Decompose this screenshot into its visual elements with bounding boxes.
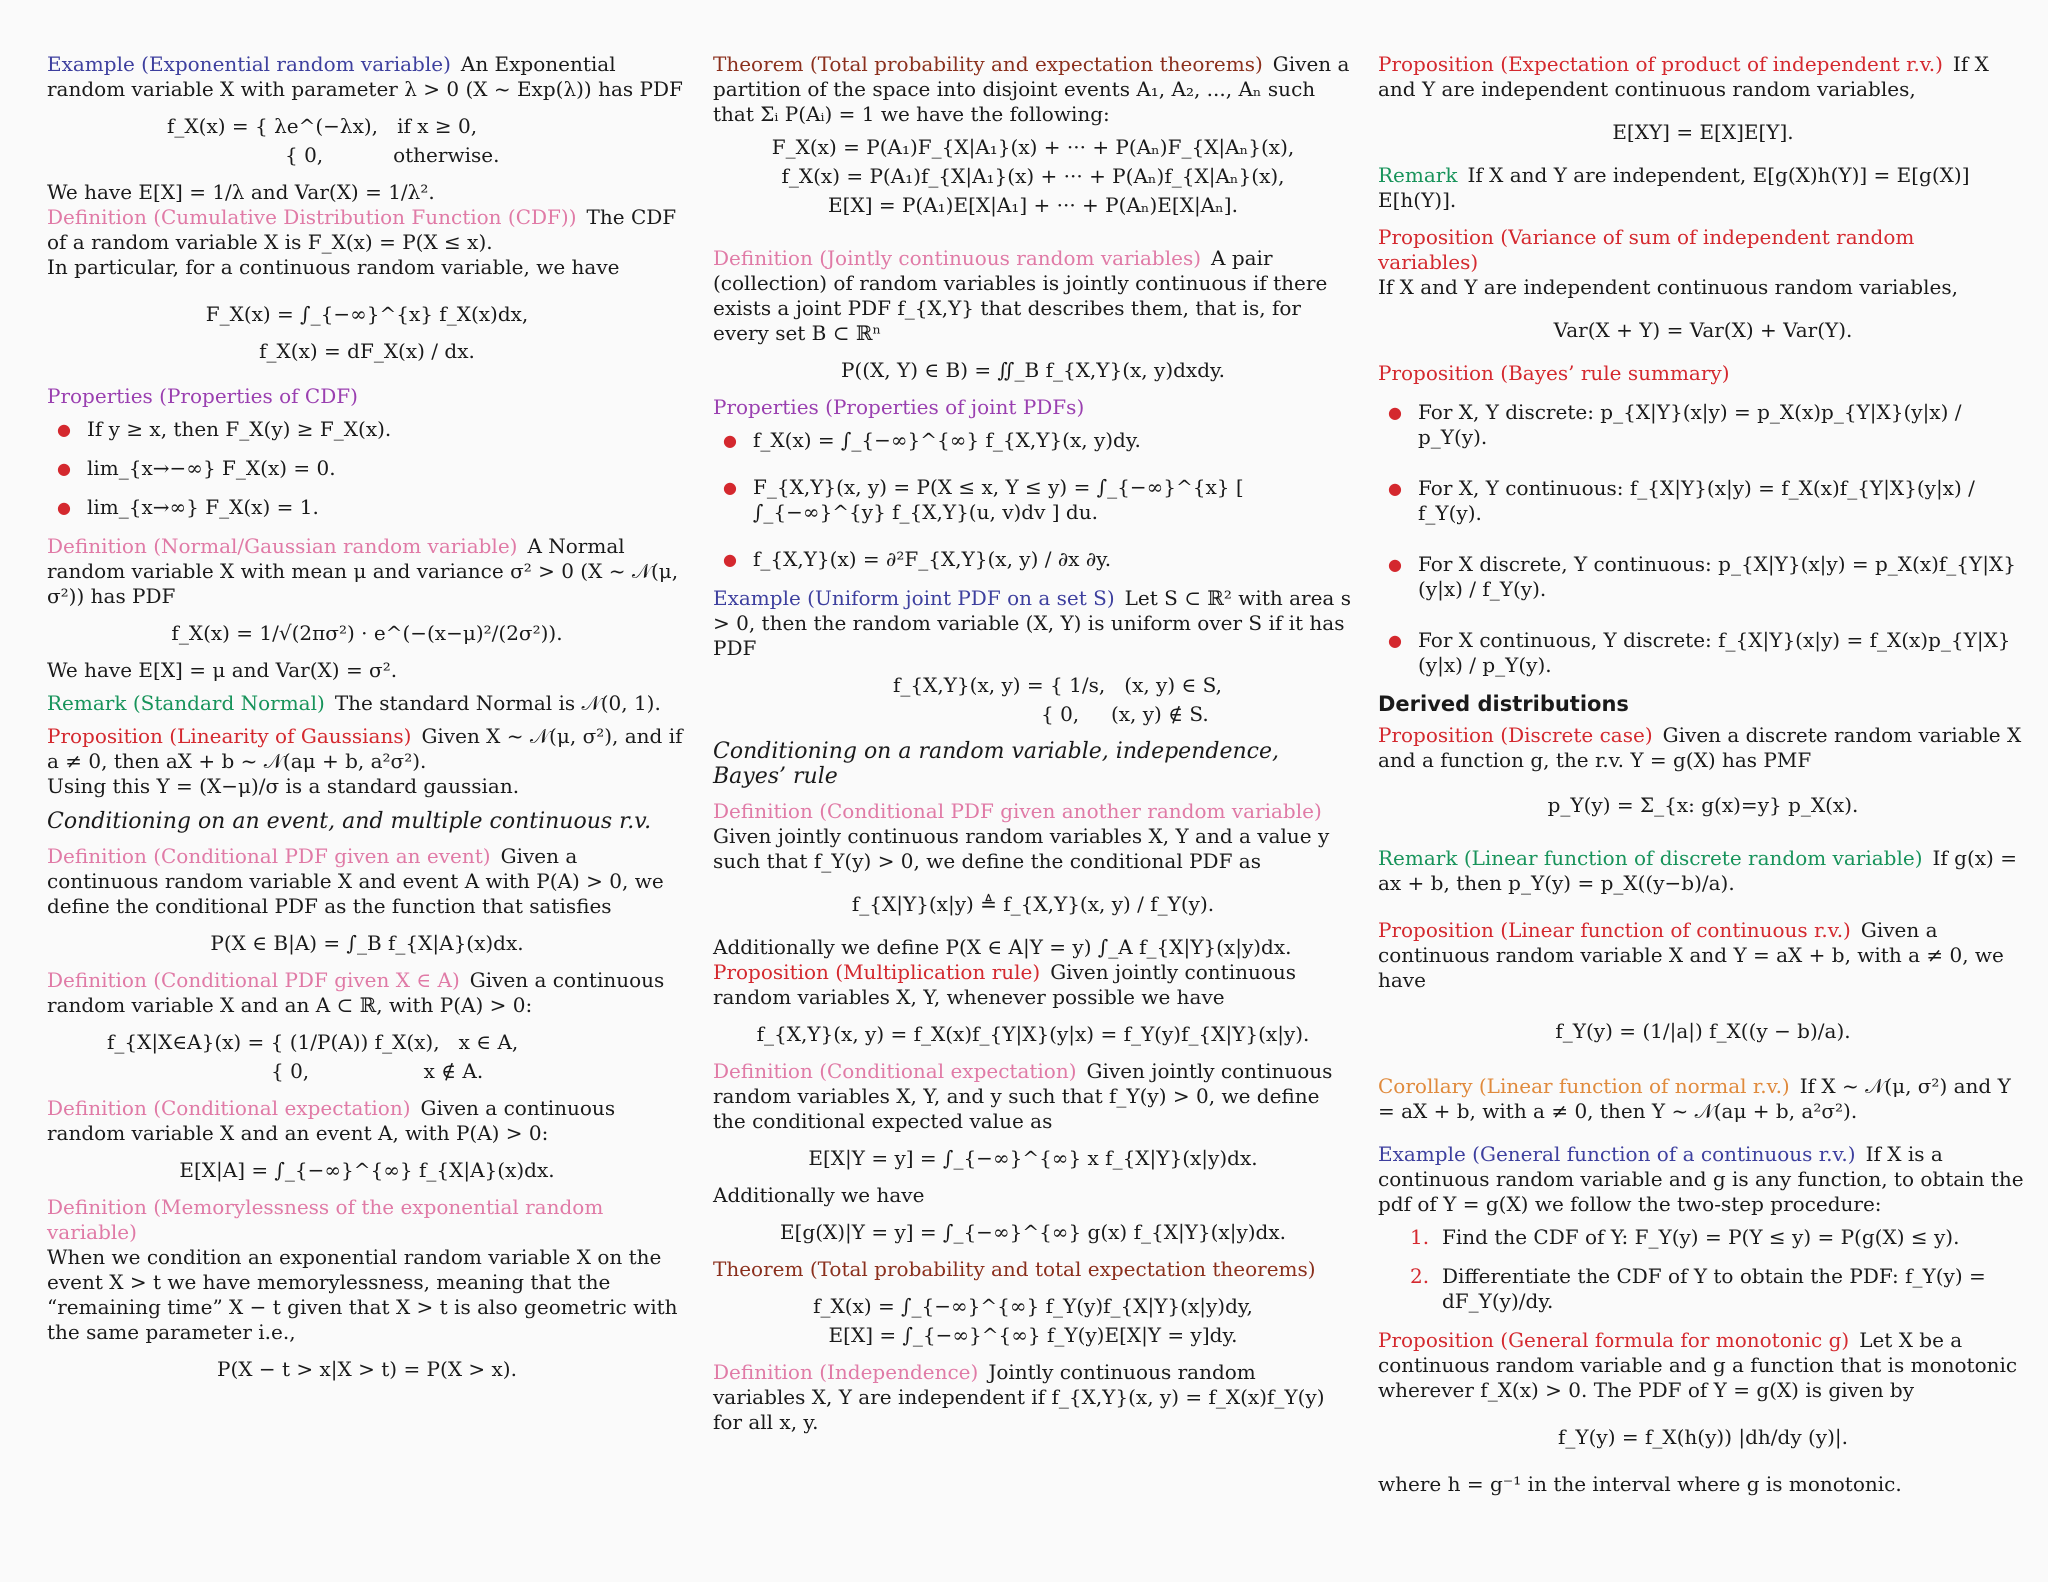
list-item: ● For X, Y continuous: f_{X|Y}(x|y) = f_X(x)f_{Y|X}(y|x) / f_Y(y). xyxy=(1418,476,2028,526)
block-heading: Remark (Linear function of discrete random variable) xyxy=(1378,846,1923,870)
block-heading: Proposition (Bayes’ rule summary) xyxy=(1378,361,1730,385)
property-list xyxy=(713,428,1353,572)
block-text: Let X be a continuous random variable and g a function that is monotonic wherever f_X(x) > 0. The PDF of Y = g(X) is given by xyxy=(1378,1328,2018,1402)
list-item: ● For X, Y discrete: p_{X|Y}(x|y) = p_X(x)p_{Y|X}(y|x) / p_Y(y). xyxy=(1418,400,2028,450)
general-function-example xyxy=(1378,1142,2028,1314)
step-text: Differentiate the CDF of Y to obtain the PDF: f_Y(y) = dF_Y(y)/dy. xyxy=(1442,1264,1986,1313)
block-text: Given jointly continuous random variables X, Y and a value y such that f_Y(y) > 0, we define the conditional PDF as xyxy=(713,824,1330,873)
variance-of-sum xyxy=(1378,225,2028,343)
list-item: ● f_X(x) = ∫_{−∞}^{∞} f_{X,Y}(x, y)dy. xyxy=(753,428,1353,453)
block-text: Additionally we have xyxy=(713,1183,925,1207)
block-text: We have E[X] = μ and Var(X) = σ². xyxy=(47,658,398,682)
block-text: An Exponential random variable X with parameter λ > 0 (X ~ Exp(λ)) has PDF xyxy=(47,52,683,101)
list-item: ● lim_{x→∞} F_X(x) = 1. xyxy=(87,495,687,520)
block-heading: Definition (Conditional PDF given X ∈ A) xyxy=(47,968,460,992)
formula: E[X|A] = ∫_{−∞}^{∞} f_{X|A}(x)dx. xyxy=(179,1158,555,1182)
discrete-case xyxy=(1378,723,2028,818)
formula: E[XY] = E[X]E[Y]. xyxy=(1612,120,1794,144)
property-list xyxy=(47,417,687,520)
independence-definition xyxy=(713,1360,1353,1435)
section-heading: Conditioning on an event, and multiple continuous r.v. xyxy=(47,809,652,834)
standard-normal-remark xyxy=(47,691,687,716)
formula: F_X(x) = P(A₁)F_{X|A₁}(x) + ··· + P(Aₙ)F_{X|Aₙ}(x), xyxy=(771,135,1295,159)
block-heading: Example (General function of a continuous r.v.) xyxy=(1378,1142,1856,1166)
formula: f_{X|X∈A}(x) = { (1/P(A)) f_X(x), x ∈ A, xyxy=(107,1030,519,1054)
block-heading: Definition (Cumulative Distribution Function (CDF)) xyxy=(47,205,577,229)
cdf-properties xyxy=(47,384,687,520)
formula: Var(X + Y) = Var(X) + Var(Y). xyxy=(1553,318,1853,342)
total-probability-theorem xyxy=(713,52,1353,218)
conditional-pdf-rv xyxy=(713,799,1353,960)
block-text: If X is a continuous random variable and g is any function, to obtain the pdf of Y = g(X) we follow the two-step procedure: xyxy=(1378,1142,2024,1216)
conditional-pdf-x-in-a xyxy=(47,968,687,1084)
linear-continuous xyxy=(1378,918,2028,1044)
formula: f_X(x) = 1/√(2πσ²) · e^(−(x−μ)²/(2σ²)). xyxy=(171,621,563,645)
multiplication-rule xyxy=(713,960,1353,1047)
formula: F_X(x) = ∫_{−∞}^{x} f_X(x)dx, xyxy=(205,302,529,326)
linear-discrete-remark xyxy=(1378,846,2028,896)
formula: f_{X|Y}(x|y) ≜ f_{X,Y}(x, y) / f_Y(y). xyxy=(851,892,1215,916)
memorylessness-definition xyxy=(47,1195,687,1382)
block-heading: Properties (Properties of CDF) xyxy=(47,384,358,408)
column-1 xyxy=(47,52,687,1394)
step-number: 2. xyxy=(1410,1264,1430,1288)
column-2 xyxy=(713,52,1353,1435)
block-text: Given a discrete random variable X and a function g, the r.v. Y = g(X) has PMF xyxy=(1378,723,2022,772)
cdf-definition xyxy=(47,205,687,364)
block-heading: Theorem (Total probability and expectation theorems) xyxy=(713,52,1263,76)
linear-normal-corollary xyxy=(1378,1074,2028,1124)
jointly-continuous-definition xyxy=(713,246,1353,383)
list-item: ● For X discrete, Y continuous: p_{X|Y}(x|y) = p_X(x)f_{Y|X}(y|x) / f_Y(y). xyxy=(1418,552,2028,602)
formula: f_X(x) = dF_X(x) / dx. xyxy=(259,339,475,363)
block-heading: Definition (Jointly continuous random variables) xyxy=(713,246,1202,270)
monotonic-formula xyxy=(1378,1328,2028,1497)
formula: P(X ∈ B|A) = ∫_B f_{X|A}(x)dx. xyxy=(210,931,524,955)
block-text: If X and Y are independent, E[g(X)h(Y)] = E[g(X)] E[h(Y)]. xyxy=(1378,163,1970,212)
list-item: ● f_{X,Y}(x) = ∂²F_{X,Y}(x, y) / ∂x ∂y. xyxy=(753,547,1353,572)
block-text: Given a continuous random variable X and an A ⊂ ℝ, with P(A) > 0: xyxy=(47,968,665,1017)
conditional-expectation-event xyxy=(47,1096,687,1183)
formula: f_X(x) = P(A₁)f_{X|A₁}(x) + ··· + P(Aₙ)f_{X|Aₙ}(x), xyxy=(781,164,1285,188)
block-text: Given a continuous random variable X and event A with P(A) > 0, we define the conditional PDF as the function that satisfies xyxy=(47,844,664,918)
block-heading: Proposition (Discrete case) xyxy=(1378,723,1653,747)
conditional-expectation-rv xyxy=(713,1059,1353,1245)
normal-definition xyxy=(47,534,687,683)
exponential-example xyxy=(47,52,687,205)
block-text: Jointly continuous random variables X, Y are independent if f_{X,Y}(x, y) = f_X(x)f_Y(y) for all x, y. xyxy=(713,1360,1325,1434)
column-3 xyxy=(1378,52,2028,1497)
block-text: A Normal random variable X with mean μ and variance σ² > 0 (X ~ 𝒩(μ, σ²)) has PDF xyxy=(47,534,679,608)
block-text: If g(x) = ax + b, then p_Y(y) = p_X((y−b)/a). xyxy=(1378,846,2017,895)
list-item xyxy=(1410,1225,2028,1250)
joint-pdf-properties xyxy=(713,395,1353,572)
formula: f_X(x) = { λe^(−λx), if x ≥ 0, xyxy=(167,114,478,138)
bayes-list xyxy=(1378,400,2028,678)
block-text: Given X ~ 𝒩(μ, σ²), and if a ≠ 0, then aX + b ~ 𝒩(aμ + b, a²σ²). xyxy=(47,724,683,773)
formula: E[X] = ∫_{−∞}^{∞} f_Y(y)E[X|Y = y]dy. xyxy=(828,1323,1238,1347)
block-text: The standard Normal is 𝒩(0, 1). xyxy=(334,691,661,715)
formula: { 0, (x, y) ∉ S. xyxy=(1041,702,1209,726)
block-text: If X and Y are independent continuous random variables, xyxy=(1378,275,1958,299)
block-heading: Corollary (Linear function of normal r.v.) xyxy=(1378,1074,1790,1098)
block-text: Additionally we define P(X ∈ A|Y = y) ∫_A f_{X|Y}(x|y)dx. xyxy=(713,935,1292,959)
block-text: If X and Y are independent continuous random variables, xyxy=(1378,52,1989,101)
block-heading: Proposition (Expectation of product of independent r.v.) xyxy=(1378,52,1943,76)
block-text: The CDF of a random variable X is F_X(x) = P(X ≤ x). xyxy=(47,205,677,254)
formula: f_X(x) = ∫_{−∞}^{∞} f_Y(y)f_{X|Y}(x|y)dy, xyxy=(813,1294,1253,1318)
formula: p_Y(y) = Σ_{x: g(x)=y} p_X(x). xyxy=(1547,793,1859,817)
step-list xyxy=(1378,1225,2028,1314)
block-heading: Definition (Conditional PDF given another random variable) xyxy=(713,799,1322,823)
block-text: Using this Y = (X−μ)/σ is a standard gaussian. xyxy=(47,774,520,798)
block-text: Given a continuous random variable X and Y = aX + b, with a ≠ 0, we have xyxy=(1378,918,2004,992)
formula: P((X, Y) ∈ B) = ∬_B f_{X,Y}(x, y)dxdy. xyxy=(840,358,1226,382)
block-heading: Definition (Conditional expectation) xyxy=(713,1059,1077,1083)
formula: P(X − t > x|X > t) = P(X > x). xyxy=(217,1357,517,1381)
formula: E[X|Y = y] = ∫_{−∞}^{∞} x f_{X|Y}(x|y)dx. xyxy=(808,1146,1258,1170)
conditional-pdf-event xyxy=(47,844,687,956)
block-heading: Definition (Conditional expectation) xyxy=(47,1096,411,1120)
block-text: In particular, for a continuous random variable, we have xyxy=(47,255,620,279)
block-heading: Definition (Normal/Gaussian random variable) xyxy=(47,534,518,558)
bayes-summary xyxy=(1378,361,2028,678)
list-item: ● For X continuous, Y discrete: f_{X|Y}(x|y) = f_X(x)p_{Y|X}(y|x) / p_Y(y). xyxy=(1418,628,2028,678)
formula: { 0, otherwise. xyxy=(285,143,500,167)
list-item: ● lim_{x→−∞} F_X(x) = 0. xyxy=(87,456,687,481)
formula: f_{X,Y}(x, y) = f_X(x)f_{Y|X}(y|x) = f_Y(y)f_{X|Y}(x|y). xyxy=(756,1022,1310,1046)
formula: f_{X,Y}(x, y) = { 1/s, (x, y) ∈ S, xyxy=(893,673,1223,697)
uniform-joint-example xyxy=(713,586,1353,727)
section-heading: Derived distributions xyxy=(1378,692,1629,716)
step-number: 1. xyxy=(1410,1225,1430,1249)
block-heading: Definition (Conditional PDF given an event) xyxy=(47,844,491,868)
block-heading: Definition (Independence) xyxy=(713,1360,979,1384)
list-item xyxy=(1410,1264,2028,1314)
independence-remark xyxy=(1378,163,2028,213)
block-heading: Proposition (Linear function of continuous r.v.) xyxy=(1378,918,1851,942)
block-text: Given a continuous random variable X and an event A, with P(A) > 0: xyxy=(47,1096,616,1145)
block-heading: Properties (Properties of joint PDFs) xyxy=(713,395,1085,419)
formula: E[g(X)|Y = y] = ∫_{−∞}^{∞} g(x) f_{X|Y}(x|y)dx. xyxy=(780,1220,1286,1244)
list-item: ● If y ≥ x, then F_X(y) ≥ F_X(x). xyxy=(87,417,687,442)
step-text: Find the CDF of Y: F_Y(y) = P(Y ≤ y) = P(g(X) ≤ y). xyxy=(1442,1225,1960,1249)
formula: f_Y(y) = f_X(h(y)) |dh/dy (y)|. xyxy=(1558,1425,1848,1449)
block-heading: Proposition (Variance of sum of independent random variables) xyxy=(1378,225,1915,274)
block-heading: Definition (Memorylessness of the exponential random variable) xyxy=(47,1195,604,1244)
block-text: When we condition an exponential random variable X on the event X > t we have memorylessness, meaning that the “remaining time” X − t given that X > t is also geometric with the same parameter i.e., xyxy=(47,1245,678,1344)
block-text: We have E[X] = 1/λ and Var(X) = 1/λ². xyxy=(47,180,435,204)
block-heading: Remark (Standard Normal) xyxy=(47,691,325,715)
block-text: If X ~ 𝒩(μ, σ²) and Y = aX + b, with a ≠ 0, then Y ~ 𝒩(aμ + b, a²σ²). xyxy=(1378,1074,2011,1123)
formula: { 0, x ∉ A. xyxy=(271,1059,484,1083)
block-text: A pair (collection) of random variables is jointly continuous if there exists a joint PDF f_{X,Y} that describes them, that is, for every set B ⊂ ℝⁿ xyxy=(713,246,1328,345)
list-item: ● F_{X,Y}(x, y) = P(X ≤ x, Y ≤ y) = ∫_{−∞}^{x} [ ∫_{−∞}^{y} f_{X,Y}(u, v)dv ] du. xyxy=(753,475,1353,525)
block-heading: Remark xyxy=(1378,163,1458,187)
block-text: where h = g⁻¹ in the interval where g is monotonic. xyxy=(1378,1472,1902,1496)
product-expectation xyxy=(1378,52,2028,145)
block-heading: Theorem (Total probability and total expectation theorems) xyxy=(713,1257,1316,1281)
block-text: Let S ⊂ ℝ² with area s > 0, then the random variable (X, Y) is uniform over S if it has PDF xyxy=(713,586,1351,660)
block-heading: Example (Uniform joint PDF on a set S) xyxy=(713,586,1115,610)
block-heading: Proposition (Linearity of Gaussians) xyxy=(47,724,412,748)
total-expectation-theorem xyxy=(713,1257,1353,1348)
formula: f_Y(y) = (1/|a|) f_X((y − b)/a). xyxy=(1555,1019,1851,1043)
block-text: Given a partition of the space into disjoint events A₁, A₂, ..., Aₙ such that Σᵢ P(Aᵢ) = 1 we have the following: xyxy=(713,52,1350,126)
block-heading: Proposition (General formula for monotonic g) xyxy=(1378,1328,1850,1352)
block-heading: Example (Exponential random variable) xyxy=(47,52,451,76)
formula: E[X] = P(A₁)E[X|A₁] + ··· + P(Aₙ)E[X|Aₙ]. xyxy=(828,193,1238,217)
linearity-proposition xyxy=(47,724,687,799)
section-heading: Conditioning on a random variable, independence, Bayes’ rule xyxy=(713,739,1279,789)
block-text: Given jointly continuous random variables X, Y, whenever possible we have xyxy=(713,960,1297,1009)
block-text: Given jointly continuous random variables X, Y, and y such that f_Y(y) > 0, we define the conditional expected value as xyxy=(713,1059,1333,1133)
block-heading: Proposition (Multiplication rule) xyxy=(713,960,1041,984)
